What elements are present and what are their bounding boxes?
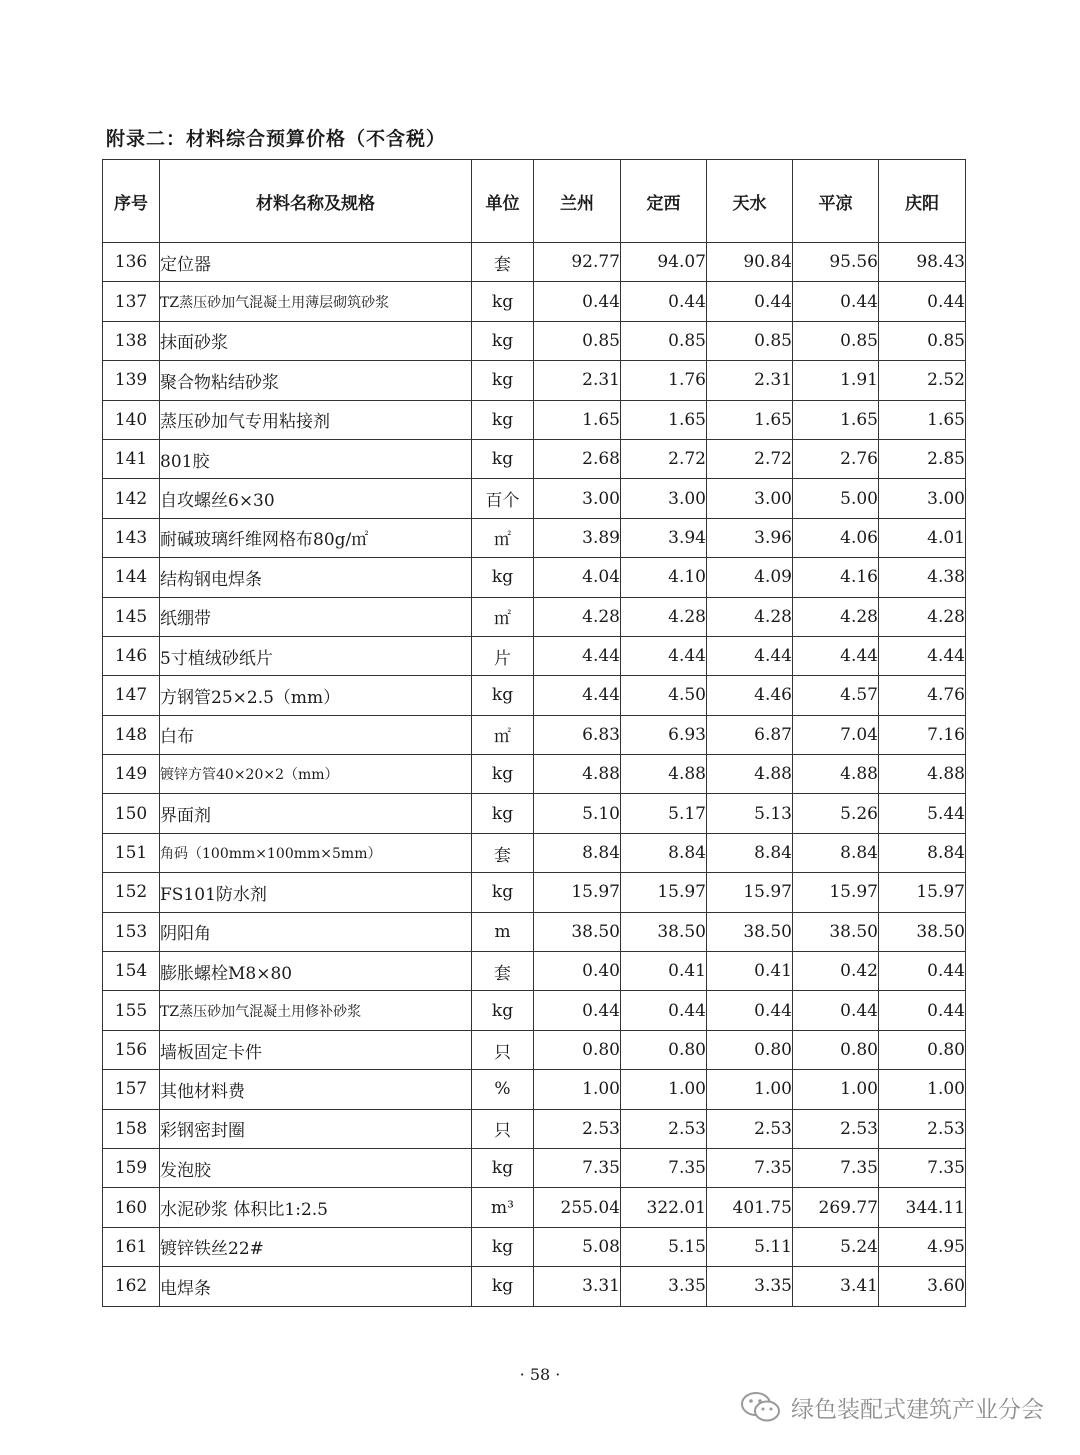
price-pingliang: 0.80 <box>793 1030 879 1069</box>
table-row <box>103 518 966 557</box>
price-pingliang: 3.41 <box>793 1267 879 1306</box>
table-row <box>103 400 966 439</box>
price-lanzhou: 4.44 <box>534 636 621 675</box>
wechat-icon <box>739 1390 783 1424</box>
price-qingyang: 0.44 <box>879 282 966 321</box>
row-number: 153 <box>103 912 160 951</box>
unit-cell: 套 <box>472 243 534 282</box>
table-row <box>103 794 966 833</box>
table-row <box>103 1148 966 1187</box>
table-row <box>103 361 966 400</box>
row-number: 136 <box>103 243 160 282</box>
row-number: 150 <box>103 794 160 833</box>
price-dingxi: 322.01 <box>621 1188 707 1227</box>
table-row <box>103 952 966 991</box>
unit-cell: kg <box>472 321 534 360</box>
table-row <box>103 833 966 872</box>
material-name: 水泥砂浆 体积比1:2.5 <box>160 1188 472 1227</box>
row-number: 151 <box>103 833 160 872</box>
material-name: 彩钢密封圈 <box>160 1109 472 1148</box>
price-qingyang: 1.65 <box>879 400 966 439</box>
price-tianshui: 0.41 <box>707 952 793 991</box>
price-pingliang: 95.56 <box>793 243 879 282</box>
price-dingxi: 0.44 <box>621 282 707 321</box>
row-number: 138 <box>103 321 160 360</box>
table-row <box>103 912 966 951</box>
price-tianshui: 6.87 <box>707 715 793 754</box>
table-row <box>103 755 966 794</box>
price-lanzhou: 7.35 <box>534 1148 621 1187</box>
price-qingyang: 0.44 <box>879 991 966 1030</box>
unit-cell: kg <box>472 873 534 912</box>
price-lanzhou: 5.08 <box>534 1227 621 1266</box>
price-tianshui: 7.35 <box>707 1148 793 1187</box>
price-qingyang: 4.01 <box>879 518 966 557</box>
material-name: 角码（100mm×100mm×5mm） <box>160 833 472 872</box>
header-lanzhou: 兰州 <box>534 160 621 243</box>
row-number: 154 <box>103 952 160 991</box>
row-number: 156 <box>103 1030 160 1069</box>
price-lanzhou: 3.89 <box>534 518 621 557</box>
price-tianshui: 5.13 <box>707 794 793 833</box>
price-tianshui: 4.28 <box>707 597 793 636</box>
price-tianshui: 8.84 <box>707 833 793 872</box>
unit-cell: kg <box>472 991 534 1030</box>
material-name: 5寸植绒砂纸片 <box>160 636 472 675</box>
material-name: 结构钢电焊条 <box>160 558 472 597</box>
watermark-text: 绿色装配式建筑产业分会 <box>791 1396 1044 1423</box>
price-qingyang: 344.11 <box>879 1188 966 1227</box>
unit-cell: 只 <box>472 1109 534 1148</box>
price-tianshui: 38.50 <box>707 912 793 951</box>
row-number: 142 <box>103 479 160 518</box>
table-row <box>103 1070 966 1109</box>
unit-cell: ㎡ <box>472 518 534 557</box>
price-lanzhou: 1.65 <box>534 400 621 439</box>
price-qingyang: 2.52 <box>879 361 966 400</box>
unit-cell: 百个 <box>472 479 534 518</box>
material-name: 抹面砂浆 <box>160 321 472 360</box>
table-row <box>103 873 966 912</box>
unit-cell: 片 <box>472 636 534 675</box>
row-number: 149 <box>103 755 160 794</box>
price-dingxi: 4.50 <box>621 676 707 715</box>
table-row <box>103 243 966 282</box>
table-row <box>103 1030 966 1069</box>
material-name: 蒸压砂加气专用粘接剂 <box>160 400 472 439</box>
unit-cell: % <box>472 1070 534 1109</box>
row-number: 158 <box>103 1109 160 1148</box>
price-tianshui: 2.72 <box>707 439 793 478</box>
price-pingliang: 4.44 <box>793 636 879 675</box>
unit-cell: kg <box>472 439 534 478</box>
unit-cell: ㎡ <box>472 715 534 754</box>
price-qingyang: 3.00 <box>879 479 966 518</box>
price-tianshui: 401.75 <box>707 1188 793 1227</box>
price-pingliang: 1.91 <box>793 361 879 400</box>
price-qingyang: 15.97 <box>879 873 966 912</box>
table-row <box>103 676 966 715</box>
price-dingxi: 1.65 <box>621 400 707 439</box>
unit-cell: 套 <box>472 952 534 991</box>
row-number: 157 <box>103 1070 160 1109</box>
unit-cell: kg <box>472 676 534 715</box>
header-unit: 单位 <box>472 160 534 243</box>
price-pingliang: 38.50 <box>793 912 879 951</box>
price-lanzhou: 3.31 <box>534 1267 621 1306</box>
price-lanzhou: 0.40 <box>534 952 621 991</box>
material-name: 白布 <box>160 715 472 754</box>
price-qingyang: 38.50 <box>879 912 966 951</box>
price-lanzhou: 2.53 <box>534 1109 621 1148</box>
price-tianshui: 3.00 <box>707 479 793 518</box>
table-header-row <box>103 160 966 243</box>
price-qingyang: 7.35 <box>879 1148 966 1187</box>
price-qingyang: 0.44 <box>879 952 966 991</box>
price-pingliang: 1.00 <box>793 1070 879 1109</box>
row-number: 141 <box>103 439 160 478</box>
price-qingyang: 2.85 <box>879 439 966 478</box>
price-tianshui: 4.46 <box>707 676 793 715</box>
price-tianshui: 3.35 <box>707 1267 793 1306</box>
price-pingliang: 7.35 <box>793 1148 879 1187</box>
material-name: TZ蒸压砂加气混凝土用薄层砌筑砂浆 <box>160 282 472 321</box>
price-dingxi: 0.80 <box>621 1030 707 1069</box>
price-lanzhou: 2.68 <box>534 439 621 478</box>
table-row <box>103 439 966 478</box>
price-qingyang: 7.16 <box>879 715 966 754</box>
price-lanzhou: 38.50 <box>534 912 621 951</box>
row-number: 139 <box>103 361 160 400</box>
price-tianshui: 2.53 <box>707 1109 793 1148</box>
price-dingxi: 3.35 <box>621 1267 707 1306</box>
price-pingliang: 8.84 <box>793 833 879 872</box>
unit-cell: 套 <box>472 833 534 872</box>
row-number: 155 <box>103 991 160 1030</box>
header-no: 序号 <box>103 160 160 243</box>
price-qingyang: 98.43 <box>879 243 966 282</box>
price-tianshui: 4.44 <box>707 636 793 675</box>
price-qingyang: 4.38 <box>879 558 966 597</box>
price-pingliang: 0.85 <box>793 321 879 360</box>
price-table <box>102 159 966 1307</box>
price-lanzhou: 0.44 <box>534 282 621 321</box>
material-name: 其他材料费 <box>160 1070 472 1109</box>
price-lanzhou: 4.28 <box>534 597 621 636</box>
price-dingxi: 7.35 <box>621 1148 707 1187</box>
table-row <box>103 715 966 754</box>
price-tianshui: 5.11 <box>707 1227 793 1266</box>
price-pingliang: 7.04 <box>793 715 879 754</box>
material-name: 发泡胶 <box>160 1148 472 1187</box>
table-row <box>103 321 966 360</box>
price-tianshui: 15.97 <box>707 873 793 912</box>
price-lanzhou: 4.04 <box>534 558 621 597</box>
material-name: 镀锌方管40×20×2（mm） <box>160 755 472 794</box>
price-tianshui: 0.44 <box>707 991 793 1030</box>
price-pingliang: 269.77 <box>793 1188 879 1227</box>
material-name: 镀锌铁丝22# <box>160 1227 472 1266</box>
price-lanzhou: 15.97 <box>534 873 621 912</box>
page-number: · 58 · <box>519 1365 561 1384</box>
price-dingxi: 38.50 <box>621 912 707 951</box>
material-name: 方钢管25×2.5（mm） <box>160 676 472 715</box>
material-name: 定位器 <box>160 243 472 282</box>
price-qingyang: 0.80 <box>879 1030 966 1069</box>
unit-cell: m³ <box>472 1188 534 1227</box>
table-row <box>103 1227 966 1266</box>
price-pingliang: 4.57 <box>793 676 879 715</box>
table-row <box>103 282 966 321</box>
price-lanzhou: 0.85 <box>534 321 621 360</box>
material-name: 801胶 <box>160 439 472 478</box>
row-number: 152 <box>103 873 160 912</box>
price-dingxi: 4.44 <box>621 636 707 675</box>
watermark <box>739 1390 1044 1424</box>
unit-cell: kg <box>472 794 534 833</box>
price-dingxi: 0.44 <box>621 991 707 1030</box>
price-pingliang: 15.97 <box>793 873 879 912</box>
header-tianshui: 天水 <box>707 160 793 243</box>
price-pingliang: 0.44 <box>793 991 879 1030</box>
price-lanzhou: 6.83 <box>534 715 621 754</box>
price-tianshui: 90.84 <box>707 243 793 282</box>
price-dingxi: 3.00 <box>621 479 707 518</box>
table-row <box>103 991 966 1030</box>
price-pingliang: 1.65 <box>793 400 879 439</box>
price-lanzhou: 255.04 <box>534 1188 621 1227</box>
header-pingliang: 平凉 <box>793 160 879 243</box>
unit-cell: kg <box>472 361 534 400</box>
row-number: 147 <box>103 676 160 715</box>
table-row <box>103 1188 966 1227</box>
price-dingxi: 3.94 <box>621 518 707 557</box>
table-row <box>103 479 966 518</box>
price-pingliang: 5.00 <box>793 479 879 518</box>
material-name: 自攻螺丝6×30 <box>160 479 472 518</box>
row-number: 144 <box>103 558 160 597</box>
price-lanzhou: 1.00 <box>534 1070 621 1109</box>
row-number: 148 <box>103 715 160 754</box>
price-pingliang: 4.28 <box>793 597 879 636</box>
unit-cell: ㎡ <box>472 597 534 636</box>
price-qingyang: 4.95 <box>879 1227 966 1266</box>
price-tianshui: 1.00 <box>707 1070 793 1109</box>
row-number: 143 <box>103 518 160 557</box>
price-lanzhou: 92.77 <box>534 243 621 282</box>
price-dingxi: 94.07 <box>621 243 707 282</box>
price-pingliang: 0.42 <box>793 952 879 991</box>
unit-cell: kg <box>472 558 534 597</box>
header-qingyang: 庆阳 <box>879 160 966 243</box>
price-dingxi: 0.85 <box>621 321 707 360</box>
row-number: 145 <box>103 597 160 636</box>
price-qingyang: 2.53 <box>879 1109 966 1148</box>
price-lanzhou: 4.88 <box>534 755 621 794</box>
material-name: 膨胀螺栓M8×80 <box>160 952 472 991</box>
price-dingxi: 5.17 <box>621 794 707 833</box>
material-name: 聚合物粘结砂浆 <box>160 361 472 400</box>
header-name: 材料名称及规格 <box>160 160 472 243</box>
table-row <box>103 1267 966 1306</box>
price-tianshui: 1.65 <box>707 400 793 439</box>
price-qingyang: 4.88 <box>879 755 966 794</box>
row-number: 160 <box>103 1188 160 1227</box>
price-pingliang: 5.26 <box>793 794 879 833</box>
price-pingliang: 5.24 <box>793 1227 879 1266</box>
price-qingyang: 1.00 <box>879 1070 966 1109</box>
row-number: 137 <box>103 282 160 321</box>
material-name: 界面剂 <box>160 794 472 833</box>
price-dingxi: 2.53 <box>621 1109 707 1148</box>
price-dingxi: 4.10 <box>621 558 707 597</box>
price-tianshui: 4.88 <box>707 755 793 794</box>
price-dingxi: 2.72 <box>621 439 707 478</box>
price-lanzhou: 0.44 <box>534 991 621 1030</box>
header-dingxi: 定西 <box>621 160 707 243</box>
price-tianshui: 3.96 <box>707 518 793 557</box>
price-dingxi: 5.15 <box>621 1227 707 1266</box>
price-tianshui: 0.80 <box>707 1030 793 1069</box>
price-dingxi: 4.88 <box>621 755 707 794</box>
price-pingliang: 2.76 <box>793 439 879 478</box>
table-row <box>103 636 966 675</box>
price-pingliang: 4.06 <box>793 518 879 557</box>
unit-cell: kg <box>472 400 534 439</box>
price-tianshui: 2.31 <box>707 361 793 400</box>
table-row <box>103 597 966 636</box>
price-lanzhou: 3.00 <box>534 479 621 518</box>
price-pingliang: 0.44 <box>793 282 879 321</box>
price-pingliang: 4.88 <box>793 755 879 794</box>
price-dingxi: 1.00 <box>621 1070 707 1109</box>
price-tianshui: 4.09 <box>707 558 793 597</box>
unit-cell: kg <box>472 1227 534 1266</box>
price-pingliang: 2.53 <box>793 1109 879 1148</box>
unit-cell: 只 <box>472 1030 534 1069</box>
row-number: 159 <box>103 1148 160 1187</box>
unit-cell: kg <box>472 1148 534 1187</box>
price-qingyang: 4.28 <box>879 597 966 636</box>
unit-cell: kg <box>472 282 534 321</box>
unit-cell: m <box>472 912 534 951</box>
unit-cell: kg <box>472 1267 534 1306</box>
material-name: 阴阳角 <box>160 912 472 951</box>
price-dingxi: 6.93 <box>621 715 707 754</box>
row-number: 140 <box>103 400 160 439</box>
price-dingxi: 1.76 <box>621 361 707 400</box>
price-qingyang: 4.44 <box>879 636 966 675</box>
material-name: 耐碱玻璃纤维网格布80g/㎡ <box>160 518 472 557</box>
price-dingxi: 8.84 <box>621 833 707 872</box>
price-lanzhou: 4.44 <box>534 676 621 715</box>
price-qingyang: 0.85 <box>879 321 966 360</box>
material-name: 墙板固定卡件 <box>160 1030 472 1069</box>
price-qingyang: 5.44 <box>879 794 966 833</box>
price-tianshui: 0.44 <box>707 282 793 321</box>
price-lanzhou: 5.10 <box>534 794 621 833</box>
table-row <box>103 1109 966 1148</box>
price-qingyang: 3.60 <box>879 1267 966 1306</box>
material-name: FS101防水剂 <box>160 873 472 912</box>
price-lanzhou: 8.84 <box>534 833 621 872</box>
price-qingyang: 8.84 <box>879 833 966 872</box>
page-title: 附录二：材料综合预算价格（不含税） <box>106 128 447 150</box>
price-tianshui: 0.85 <box>707 321 793 360</box>
row-number: 161 <box>103 1227 160 1266</box>
material-name: TZ蒸压砂加气混凝土用修补砂浆 <box>160 991 472 1030</box>
price-pingliang: 4.16 <box>793 558 879 597</box>
price-dingxi: 4.28 <box>621 597 707 636</box>
row-number: 146 <box>103 636 160 675</box>
material-name: 纸绷带 <box>160 597 472 636</box>
price-dingxi: 0.41 <box>621 952 707 991</box>
price-dingxi: 15.97 <box>621 873 707 912</box>
row-number: 162 <box>103 1267 160 1306</box>
price-lanzhou: 2.31 <box>534 361 621 400</box>
table-row <box>103 558 966 597</box>
price-qingyang: 4.76 <box>879 676 966 715</box>
material-name: 电焊条 <box>160 1267 472 1306</box>
unit-cell: kg <box>472 755 534 794</box>
price-lanzhou: 0.80 <box>534 1030 621 1069</box>
